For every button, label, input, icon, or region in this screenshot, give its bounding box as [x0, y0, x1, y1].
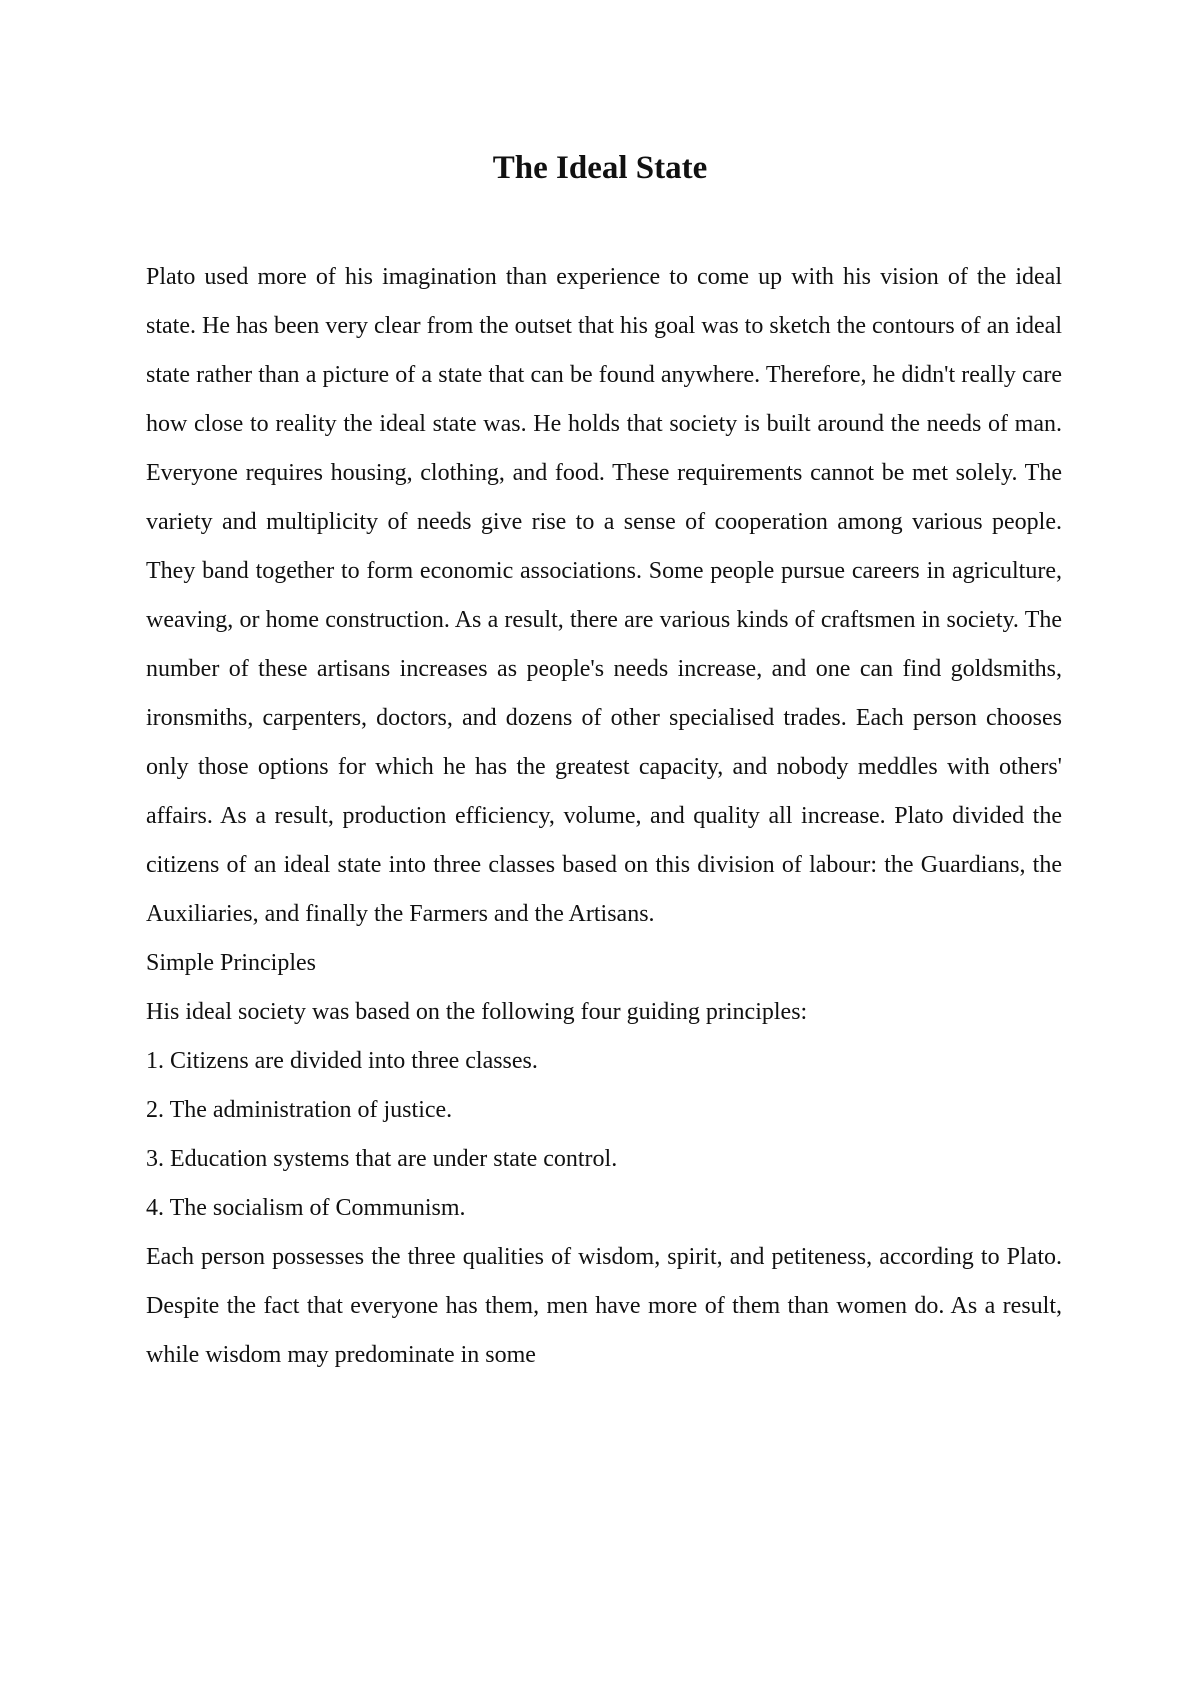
- document-body: [146, 253, 1062, 1380]
- principles-intro: His ideal society was based on the following four guiding principles:: [146, 999, 808, 1025]
- principle-item-1: 1. Citizens are divided into three classes.: [146, 1048, 538, 1074]
- principle-item-2: 2. The administration of justice.: [146, 1097, 453, 1123]
- paragraph-qualities: Each person possesses the three qualities of wisdom, spirit, and petiteness, according to Plato. Despite the fact that everyone has them, men have more of them than women do. As a result, while wisdom may predominate in some: [146, 1244, 1062, 1368]
- principle-item-3: 3. Education systems that are under state control.: [146, 1146, 618, 1172]
- document-title: The Ideal State: [492, 150, 708, 186]
- paragraph-intro: Plato used more of his imagination than experience to come up with his vision of the ideal state. He has been very clear from the outset that his goal was to sketch the contours of an ideal state rather than a picture of a state that can be found anywhere. Therefore, he didn't really care how close to reality the ideal state was. He holds that society is built around the needs of man. Everyone requires housing, clothing, and food. These requirements cannot be met solely. The variety and multiplicity of needs give rise to a sense of cooperation among various people. They band together to form economic associations. Some people pursue careers in agriculture, weaving, or home construction. As a result, there are various kinds of craftsmen in society. The number of these artisans increases as people's needs increase, and one can find goldsmiths, ironsmiths, carpenters, doctors, and dozens of other specialised trades. Each person chooses only those options for which he has the greatest capacity, and nobody meddles with others' affairs. As a result, production efficiency, volume, and quality all increase. Plato divided the citizens of an ideal state into three classes based on this division of labour: the Guardians, the Auxiliaries, and finally the Farmers and the Artisans.: [146, 264, 1062, 927]
- section-subheading: Simple Principles: [146, 950, 316, 976]
- principle-item-4: 4. The socialism of Communism.: [146, 1195, 466, 1221]
